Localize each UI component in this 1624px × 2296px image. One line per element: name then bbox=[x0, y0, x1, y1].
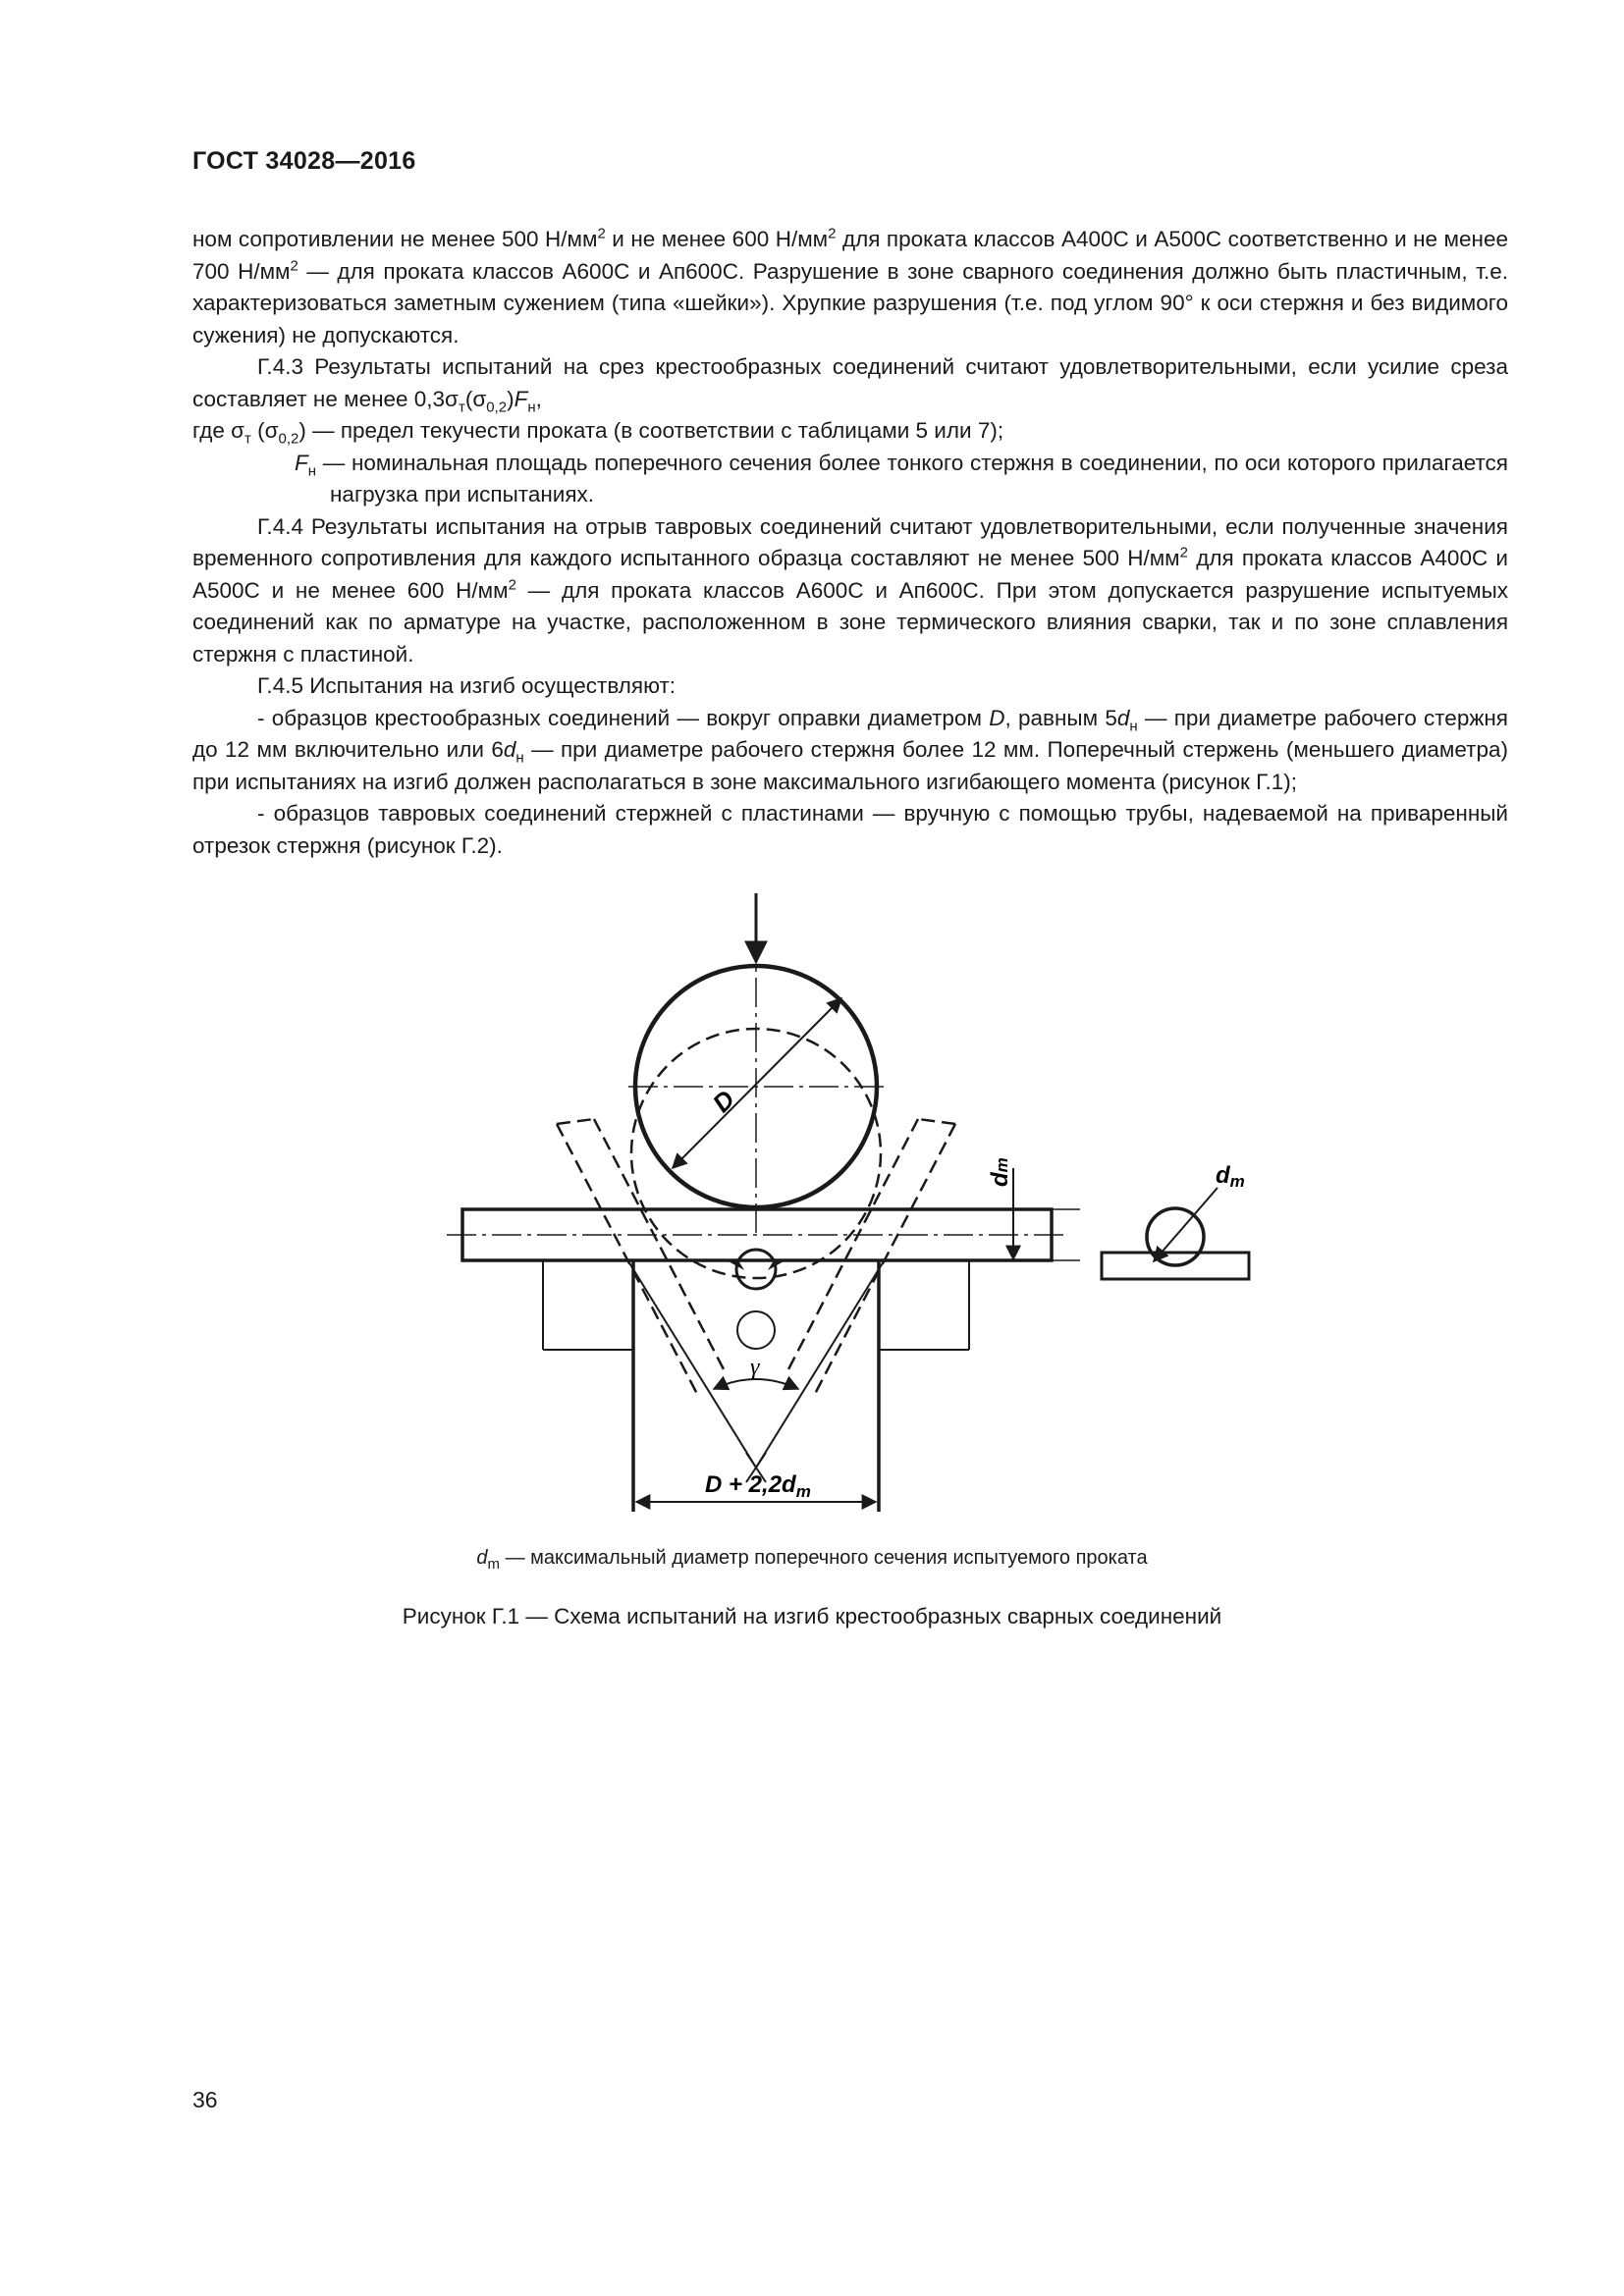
cross-bar bbox=[736, 1250, 776, 1289]
paragraph-g45: Г.4.5 Испытания на изгиб осуществляют: bbox=[257, 673, 677, 698]
paragraph-g43: Г.4.3 Результаты испытаний на срез крестообразных соединений считают удовлетворительными, если усилие среза составляет не менее $0,3\sigma_т(\sigma_{0,2})F_н$, bbox=[192, 354, 1508, 415]
svg-text:dm bbox=[1216, 1162, 1245, 1191]
body-text bbox=[192, 224, 1508, 862]
bend-test-diagram bbox=[0, 883, 1624, 1531]
svg-text:D + 2,2dm bbox=[705, 1471, 811, 1501]
mandrel-dashed bbox=[631, 1029, 881, 1278]
label-dm-right: d bbox=[1216, 1162, 1230, 1189]
angle-arc bbox=[714, 1379, 798, 1389]
label-dm-left: d bbox=[987, 1172, 1013, 1187]
diameter-line bbox=[673, 998, 841, 1168]
document-header: ГОСТ 34028—2016 bbox=[192, 147, 416, 175]
figure-note: $d_m$ — максимальный диаметр поперечного сечения испытуемого проката bbox=[476, 1547, 1148, 1573]
svg-text:dm bbox=[987, 1157, 1013, 1187]
where-clause-1: где $\sigma_т$ $(\sigma_{0,2})$ — предел текучести проката (в соответствии с таблицами 5 или 7); bbox=[192, 418, 1004, 448]
figure-caption: Рисунок Г.1 — Схема испытаний на изгиб крестообразных сварных соединений bbox=[402, 1604, 1222, 1629]
label-width-sub: m bbox=[795, 1482, 811, 1501]
label-dm-right-sub: m bbox=[1229, 1172, 1245, 1191]
where-clause-2: $F_н$ — номинальная площадь поперечного сечения более тонкого стержня в соединении, по оси которого прилагается нагрузка при испытаниях. bbox=[295, 450, 1508, 507]
label-d: D bbox=[706, 1084, 741, 1118]
label-dm-left-sub: m bbox=[993, 1157, 1011, 1173]
label-width: D + 2,2d bbox=[705, 1471, 796, 1498]
paragraph-g44: Г.4.4 Результаты испытания на отрыв тавровых соединений считают удовлетворительными, если полученные значения временного сопротивления для каждого испытанного образца составляют не менее 500 $Н/мм^2$ для проката классов А400С и А500С и не менее 600 $Н/мм^2$ — для проката классов А600С и Ап600С. При этом допускается разрушение испытуемых соединений как по арматуре на участке, расположенном в зоне термического влияния сварки, так и по зоне сплавления стержня с пластиной. bbox=[192, 513, 1508, 667]
cross-bar-dashed bbox=[737, 1311, 775, 1349]
page-number: 36 bbox=[192, 2087, 218, 2112]
label-gamma: γ bbox=[750, 1355, 760, 1380]
paragraph-1: ном сопротивлении не менее 500 $Н/мм^2$ и не менее 600 $Н/мм^2$ для проката классов А400С и А500С соответственно и не менее 700 $Н/мм^2$ — для проката классов А600С и Ап600С. Разрушение в зоне сварного соединения должно быть пластичным, т.е. характеризоваться заметным сужением (типа «шейки»). Хрупкие разрушения (т.е. под углом 90° к оси стержня и без видимого сужения) не допускаются. bbox=[192, 225, 1508, 347]
figure-g1 bbox=[0, 883, 1624, 1531]
paragraph-tee-specimens: - образцов тавровых соединений стержней с пластинами — вручную с помощью трубы, надеваемой на приваренный отрезок стержня (рисунок Г.2). bbox=[192, 801, 1508, 858]
paragraph-cross-specimens: - образцов крестообразных соединений — вокруг оправки диаметром D, равным $5d_н$ — при диаметре рабочего стержня до 12 мм включительно или $6d_н$ — при диаметре рабочего стержня более 12 мм. Поперечный стержень (меньшего диаметра) при испытаниях на изгиб должен располагаться в зоне максимального изгибающего момента (рисунок Г.1); bbox=[192, 705, 1508, 794]
